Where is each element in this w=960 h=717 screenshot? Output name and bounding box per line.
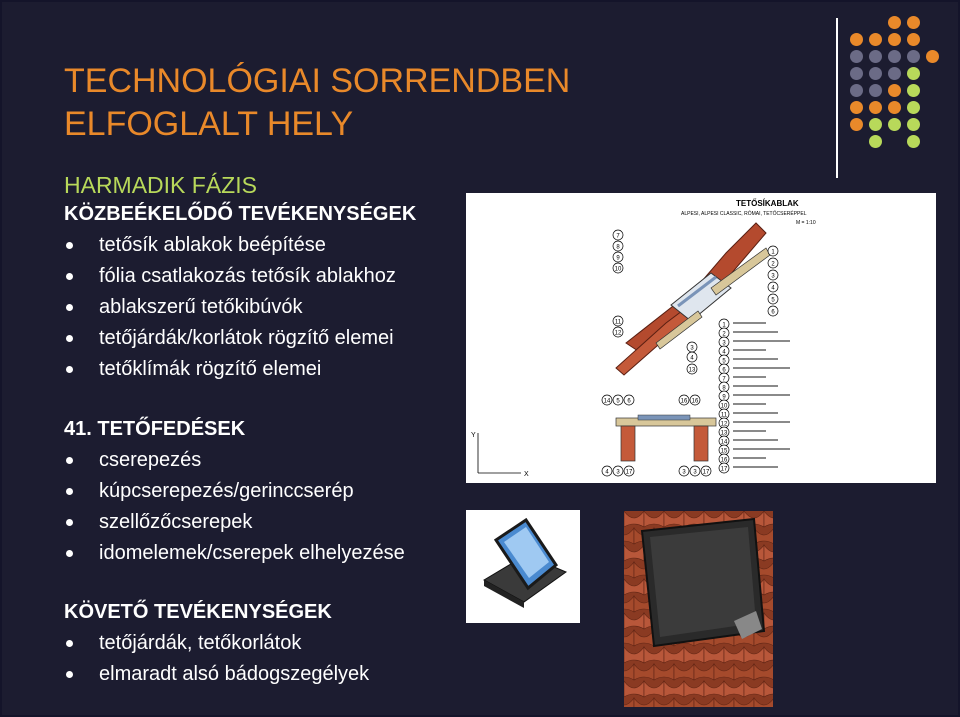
roof-tile [714, 698, 734, 707]
svg-text:3: 3 [693, 469, 697, 476]
decorative-dot [869, 135, 882, 148]
svg-text:16: 16 [680, 398, 688, 405]
decorative-dot [888, 118, 901, 131]
roof-tile [674, 664, 694, 680]
roof-window-photo [466, 510, 580, 623]
y-axis-label: Y [471, 432, 476, 439]
svg-text:11: 11 [614, 319, 622, 326]
tiled-roof-illustration [624, 511, 773, 707]
decorative-dot [850, 50, 863, 63]
decorative-dot [869, 67, 882, 80]
roof-tile [634, 698, 654, 707]
callout-label [613, 263, 623, 273]
svg-text:16: 16 [691, 398, 699, 405]
decorative-dot [869, 33, 882, 46]
slide-title-line-1: TECHNOLÓGIAI SORRENDBEN [64, 62, 571, 100]
drawing-subtitle: ALPESI, ALPESI CLASSIC, RÓMAI, TETŐCSERÉPPEL [681, 211, 807, 217]
svg-text:17: 17 [625, 469, 633, 476]
decorative-dot [888, 50, 901, 63]
list-item: idomelemek/cserepek elhelyezése [64, 538, 405, 569]
svg-text:10: 10 [614, 266, 622, 273]
roof-tile [654, 664, 674, 680]
section-left-post [621, 426, 635, 461]
list-item: ablakszerű tetőkibúvók [64, 292, 396, 323]
roof-tile [764, 613, 773, 629]
roof-tile [684, 681, 704, 697]
roof-tile [744, 681, 764, 697]
svg-text:8: 8 [616, 244, 620, 251]
list-item: cserepezés [64, 445, 405, 476]
callout-label [768, 270, 778, 280]
section-label [624, 395, 634, 405]
callout-label [768, 282, 778, 292]
roof-tile [714, 664, 734, 680]
decorative-dot [850, 33, 863, 46]
legend-number [719, 328, 729, 338]
decorative-dot [907, 118, 920, 131]
callout-label [768, 306, 778, 316]
svg-text:14: 14 [603, 398, 611, 405]
section-glass [638, 415, 690, 420]
roof-tile [634, 630, 654, 646]
svg-text:2: 2 [722, 331, 726, 338]
legend-number [719, 373, 729, 383]
drawing-scale: M = 1:10 [796, 220, 816, 226]
section-label [690, 466, 700, 476]
slide-title [64, 60, 570, 146]
svg-text:12: 12 [614, 330, 622, 337]
roof-tile [624, 664, 634, 680]
roof-tile [624, 681, 644, 697]
legend-number [719, 454, 729, 464]
section-label [690, 395, 700, 405]
section-label [679, 395, 689, 405]
decorative-dot [869, 84, 882, 97]
roof-with-window-photo [624, 511, 773, 707]
roof-tile [644, 511, 664, 527]
decorative-dot [907, 50, 920, 63]
svg-text:15: 15 [720, 448, 728, 455]
svg-text:6: 6 [627, 398, 631, 405]
section-label [613, 466, 623, 476]
list-item: tetősík ablakok beépítése [64, 230, 396, 261]
svg-text:6: 6 [771, 309, 775, 316]
svg-text:17: 17 [702, 469, 710, 476]
right-callouts [768, 246, 778, 316]
legend-number [719, 418, 729, 428]
section-label [613, 395, 623, 405]
roof-tile [764, 647, 773, 663]
legend-number [719, 400, 729, 410]
roofing-activities-list [64, 445, 405, 569]
callout-label [687, 352, 697, 362]
list-item: fólia csatlakozás tetősík ablakhoz [64, 261, 396, 292]
roof-tile [764, 545, 773, 561]
decorative-divider-line [836, 18, 838, 178]
svg-text:1: 1 [722, 322, 726, 329]
svg-text:3: 3 [771, 273, 775, 280]
roof-tile [764, 579, 773, 595]
roof-tile [734, 698, 754, 707]
svg-text:3: 3 [690, 345, 694, 352]
roof-tile [664, 647, 684, 663]
decorative-dot [850, 101, 863, 114]
roof-tile [664, 681, 684, 697]
svg-text:13: 13 [688, 367, 696, 374]
slide-title-line-2: ELFOGLALT HELY [64, 105, 354, 143]
svg-text:7: 7 [722, 376, 726, 383]
roof-tile [624, 698, 634, 707]
decorative-dot [907, 84, 920, 97]
svg-text:3: 3 [616, 469, 620, 476]
drawing-legend [719, 319, 790, 473]
roof-tile [664, 511, 684, 527]
section-bottom-labels [602, 466, 711, 476]
callout-label [613, 316, 623, 326]
legend-number [719, 436, 729, 446]
decorative-dot-grid [850, 16, 958, 156]
callout-label [613, 230, 623, 240]
decorative-dot [907, 33, 920, 46]
roof-tile [704, 647, 724, 663]
decorative-dot [850, 67, 863, 80]
callout-label [768, 246, 778, 256]
legend-number [719, 364, 729, 374]
decorative-dot [907, 67, 920, 80]
list-item: tetőjárdák, tetőkorlátok [64, 628, 369, 659]
list-item: tetőklímák rögzítő elemei [64, 354, 396, 385]
callout-label [613, 252, 623, 262]
roof-window-technical-drawing [466, 193, 936, 483]
svg-text:4: 4 [605, 469, 609, 476]
roof-tile [644, 681, 664, 697]
legend-number [719, 409, 729, 419]
legend-number [719, 319, 729, 329]
legend-number [719, 445, 729, 455]
technical-drawing-svg [466, 193, 936, 483]
callout-label [768, 294, 778, 304]
decorative-dot [907, 16, 920, 29]
decorative-dot [907, 135, 920, 148]
section-label [624, 466, 634, 476]
roof-tile [764, 511, 773, 527]
roof-tile [624, 528, 634, 544]
roof-tile [694, 698, 714, 707]
list-item: elmaradt alsó bádogszegélyek [64, 659, 369, 690]
roof-tile [624, 545, 644, 561]
roof-tile [624, 579, 644, 595]
svg-text:9: 9 [722, 394, 726, 401]
svg-text:5: 5 [771, 297, 775, 304]
svg-text:5: 5 [616, 398, 620, 405]
roof-tile [724, 647, 744, 663]
svg-text:7: 7 [616, 233, 620, 240]
section-right-post [694, 426, 708, 461]
x-axis-label: X [524, 471, 529, 478]
svg-text:2: 2 [771, 261, 775, 268]
phase-subtitle: HARMADIK FÁZIS [64, 172, 257, 198]
svg-text:13: 13 [720, 430, 728, 437]
svg-text:14: 14 [720, 439, 728, 446]
section-label [679, 466, 689, 476]
intermediate-activities-list [64, 230, 396, 385]
svg-text:6: 6 [722, 367, 726, 374]
legend-number [719, 355, 729, 365]
section-label [602, 466, 612, 476]
section-heading-intermediate: KÖZBEÉKELŐDŐ TEVÉKENYSÉGEK [64, 203, 417, 225]
roof-tile [744, 647, 764, 663]
svg-text:5: 5 [722, 358, 726, 365]
section-label [701, 466, 711, 476]
decorative-dot [869, 101, 882, 114]
roof-tile [624, 647, 644, 663]
slide [2, 2, 958, 715]
decorative-dot [888, 101, 901, 114]
roof-tile [754, 698, 773, 707]
roof-tile [624, 511, 644, 527]
callout-label [687, 342, 697, 352]
section-label [602, 395, 612, 405]
decorative-dot [888, 84, 901, 97]
legend-number [719, 337, 729, 347]
roof-tile [624, 562, 634, 578]
roof-tile [704, 681, 724, 697]
svg-text:11: 11 [720, 412, 728, 419]
decorative-dot [888, 33, 901, 46]
legend-number [719, 427, 729, 437]
roof-tile [624, 596, 634, 612]
section-top-labels [602, 395, 700, 405]
svg-text:17: 17 [720, 466, 728, 473]
svg-text:4: 4 [690, 355, 694, 362]
decorative-dot [850, 118, 863, 131]
drawing-title: TETŐSÍKABLAK [736, 199, 799, 208]
svg-text:4: 4 [771, 285, 775, 292]
legend-number [719, 382, 729, 392]
svg-text:1: 1 [771, 249, 775, 256]
svg-text:9: 9 [616, 255, 620, 262]
svg-text:4: 4 [722, 349, 726, 356]
svg-text:10: 10 [720, 403, 728, 410]
roof-tile [654, 698, 674, 707]
decorative-dot [869, 50, 882, 63]
list-item: kúpcserepezés/gerinccserép [64, 476, 405, 507]
list-item: tetőjárdák/korlátok rögzítő elemei [64, 323, 396, 354]
svg-text:12: 12 [720, 421, 728, 428]
legend-number [719, 391, 729, 401]
svg-text:8: 8 [722, 385, 726, 392]
roof-tile [634, 664, 654, 680]
roof-tile [754, 664, 773, 680]
svg-text:16: 16 [720, 457, 728, 464]
roof-tile [624, 613, 644, 629]
decorative-dot [907, 101, 920, 114]
following-activities-list [64, 628, 369, 690]
callout-label [613, 241, 623, 251]
legend-number [719, 346, 729, 356]
roof-tile [724, 681, 744, 697]
roof-window-illustration [466, 510, 580, 623]
roof-tile [734, 664, 754, 680]
callout-label [613, 327, 623, 337]
decorative-dot [869, 118, 882, 131]
roof-tile [674, 698, 694, 707]
decorative-dot [850, 84, 863, 97]
roof-tile [764, 681, 773, 697]
decorative-dot [888, 67, 901, 80]
legend-number [719, 463, 729, 473]
callout-label [768, 258, 778, 268]
roof-tile [684, 647, 704, 663]
decorative-dot [888, 16, 901, 29]
decorative-dot [926, 50, 939, 63]
list-item: szellőzőcserepek [64, 507, 405, 538]
roof-tile [644, 647, 664, 663]
svg-text:3: 3 [682, 469, 686, 476]
roof-tile [694, 664, 714, 680]
roof-tile [624, 630, 634, 646]
section-heading-roofing: 41. TETŐFEDÉSEK [64, 418, 246, 440]
svg-text:3: 3 [722, 340, 726, 347]
section-heading-following: KÖVETŐ TEVÉKENYSÉGEK [64, 601, 332, 623]
callout-label [687, 364, 697, 374]
